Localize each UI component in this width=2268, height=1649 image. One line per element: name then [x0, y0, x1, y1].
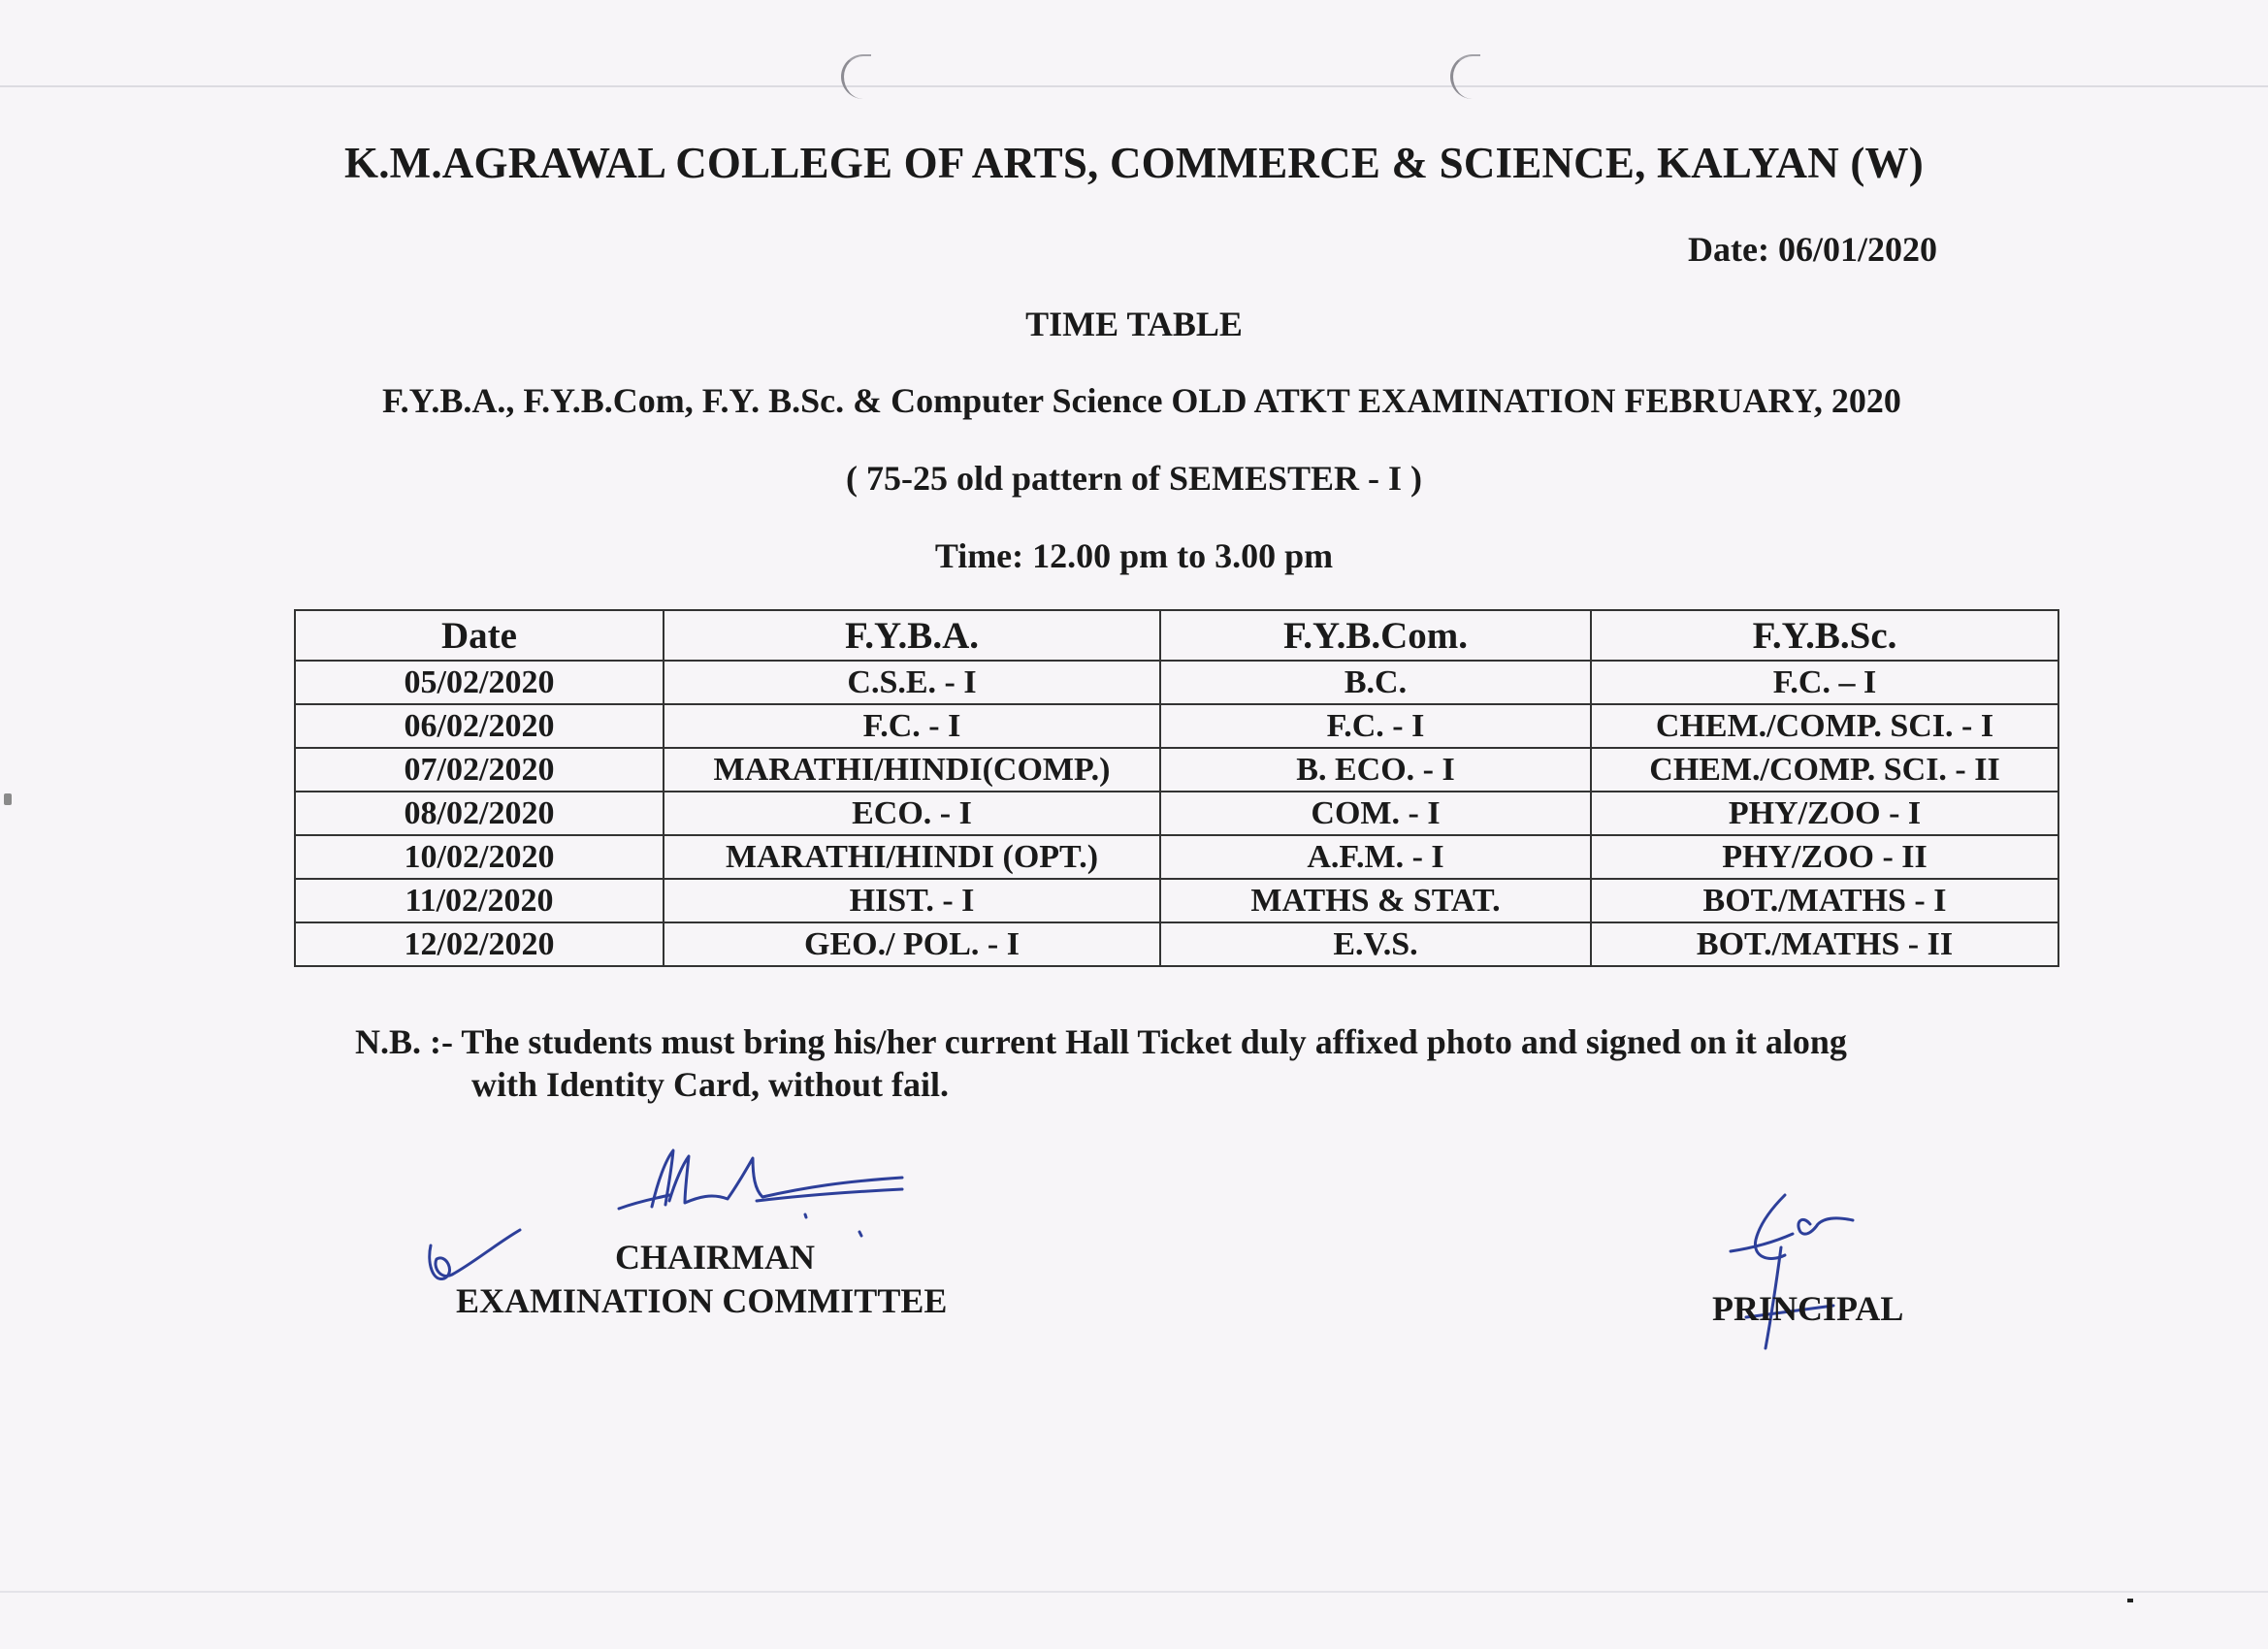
- principal-title: PRINCIPAL: [1712, 1289, 1904, 1328]
- table-row: [295, 704, 2058, 748]
- table-row: [295, 879, 2058, 922]
- schedule-table: [294, 609, 2059, 967]
- cell-fybsc: BOT./MATHS - I: [1591, 879, 2058, 922]
- cell-fybcom: E.V.S.: [1160, 922, 1591, 966]
- cell-fybsc: PHY/ZOO - II: [1591, 835, 2058, 879]
- cell-fyba: ECO. - I: [664, 792, 1160, 835]
- punch-hole-right: [1450, 54, 1480, 99]
- cell-fyba: HIST. - I: [664, 879, 1160, 922]
- table-header-row: [295, 610, 2058, 661]
- cell-date: 12/02/2020: [295, 922, 664, 966]
- principal-signature: [1717, 1189, 1892, 1354]
- college-name: K.M.AGRAWAL COLLEGE OF ARTS, COMMERCE & SCIENCE, KALYAN (W): [344, 139, 1924, 187]
- cell-fybsc: PHY/ZOO - I: [1591, 792, 2058, 835]
- committee-title: EXAMINATION COMMITTEE: [456, 1281, 948, 1320]
- cell-date: 06/02/2020: [295, 704, 664, 748]
- cell-fyba: MARATHI/HINDI(COMP.): [664, 748, 1160, 792]
- table-row: [295, 661, 2058, 704]
- cell-date: 10/02/2020: [295, 835, 664, 879]
- cell-date: 05/02/2020: [295, 661, 664, 704]
- cell-fybsc: F.C. – I: [1591, 661, 2058, 704]
- timetable-title: TIME TABLE: [1025, 305, 1243, 343]
- cell-fybcom: COM. - I: [1160, 792, 1591, 835]
- cell-fyba: F.C. - I: [664, 704, 1160, 748]
- table-row: [295, 748, 2058, 792]
- cell-fyba: C.S.E. - I: [664, 661, 1160, 704]
- header-fybcom: F.Y.B.Com.: [1160, 610, 1591, 661]
- cell-date: 07/02/2020: [295, 748, 664, 792]
- cell-fybsc: BOT./MATHS - II: [1591, 922, 2058, 966]
- cell-fybsc: CHEM./COMP. SCI. - I: [1591, 704, 2058, 748]
- punch-hole-left: [841, 54, 871, 99]
- header-fybsc: F.Y.B.Sc.: [1591, 610, 2058, 661]
- issue-date: Date: 06/01/2020: [1688, 230, 1937, 269]
- exam-title: F.Y.B.A., F.Y.B.Com, F.Y. B.Sc. & Computer Science OLD ATKT EXAMINATION FEBRUARY, 2020: [382, 381, 1901, 420]
- cell-fyba: GEO./ POL. - I: [664, 922, 1160, 966]
- cell-date: 08/02/2020: [295, 792, 664, 835]
- chairman-title: CHAIRMAN: [615, 1238, 815, 1277]
- note-line-1: N.B. :- The students must bring his/her current Hall Ticket duly affixed photo and signed on it along: [355, 1022, 1847, 1061]
- table-row: [295, 792, 2058, 835]
- cell-fybcom: B.C.: [1160, 661, 1591, 704]
- cell-fybcom: B. ECO. - I: [1160, 748, 1591, 792]
- header-date: Date: [295, 610, 664, 661]
- cell-fybcom: F.C. - I: [1160, 704, 1591, 748]
- cell-fybcom: A.F.M. - I: [1160, 835, 1591, 879]
- scan-edge-mark: [4, 793, 12, 805]
- scan-dot-mark: [2127, 1599, 2133, 1602]
- cell-fybcom: MATHS & STAT.: [1160, 879, 1591, 922]
- pattern-line: ( 75-25 old pattern of SEMESTER - I ): [845, 459, 1423, 498]
- header-fyba: F.Y.B.A.: [664, 610, 1160, 661]
- cell-fybsc: CHEM./COMP. SCI. - II: [1591, 748, 2058, 792]
- cell-date: 11/02/2020: [295, 879, 664, 922]
- cell-fyba: MARATHI/HINDI (OPT.): [664, 835, 1160, 879]
- scan-edge-bottom: [0, 1591, 2268, 1593]
- note-block: [355, 1020, 2062, 1106]
- scan-edge-top: [0, 85, 2268, 87]
- note-line-2: with Identity Card, without fail.: [471, 1065, 950, 1104]
- table-row: [295, 835, 2058, 879]
- table-row: [295, 922, 2058, 966]
- exam-time: Time: 12.00 pm to 3.00 pm: [934, 536, 1334, 575]
